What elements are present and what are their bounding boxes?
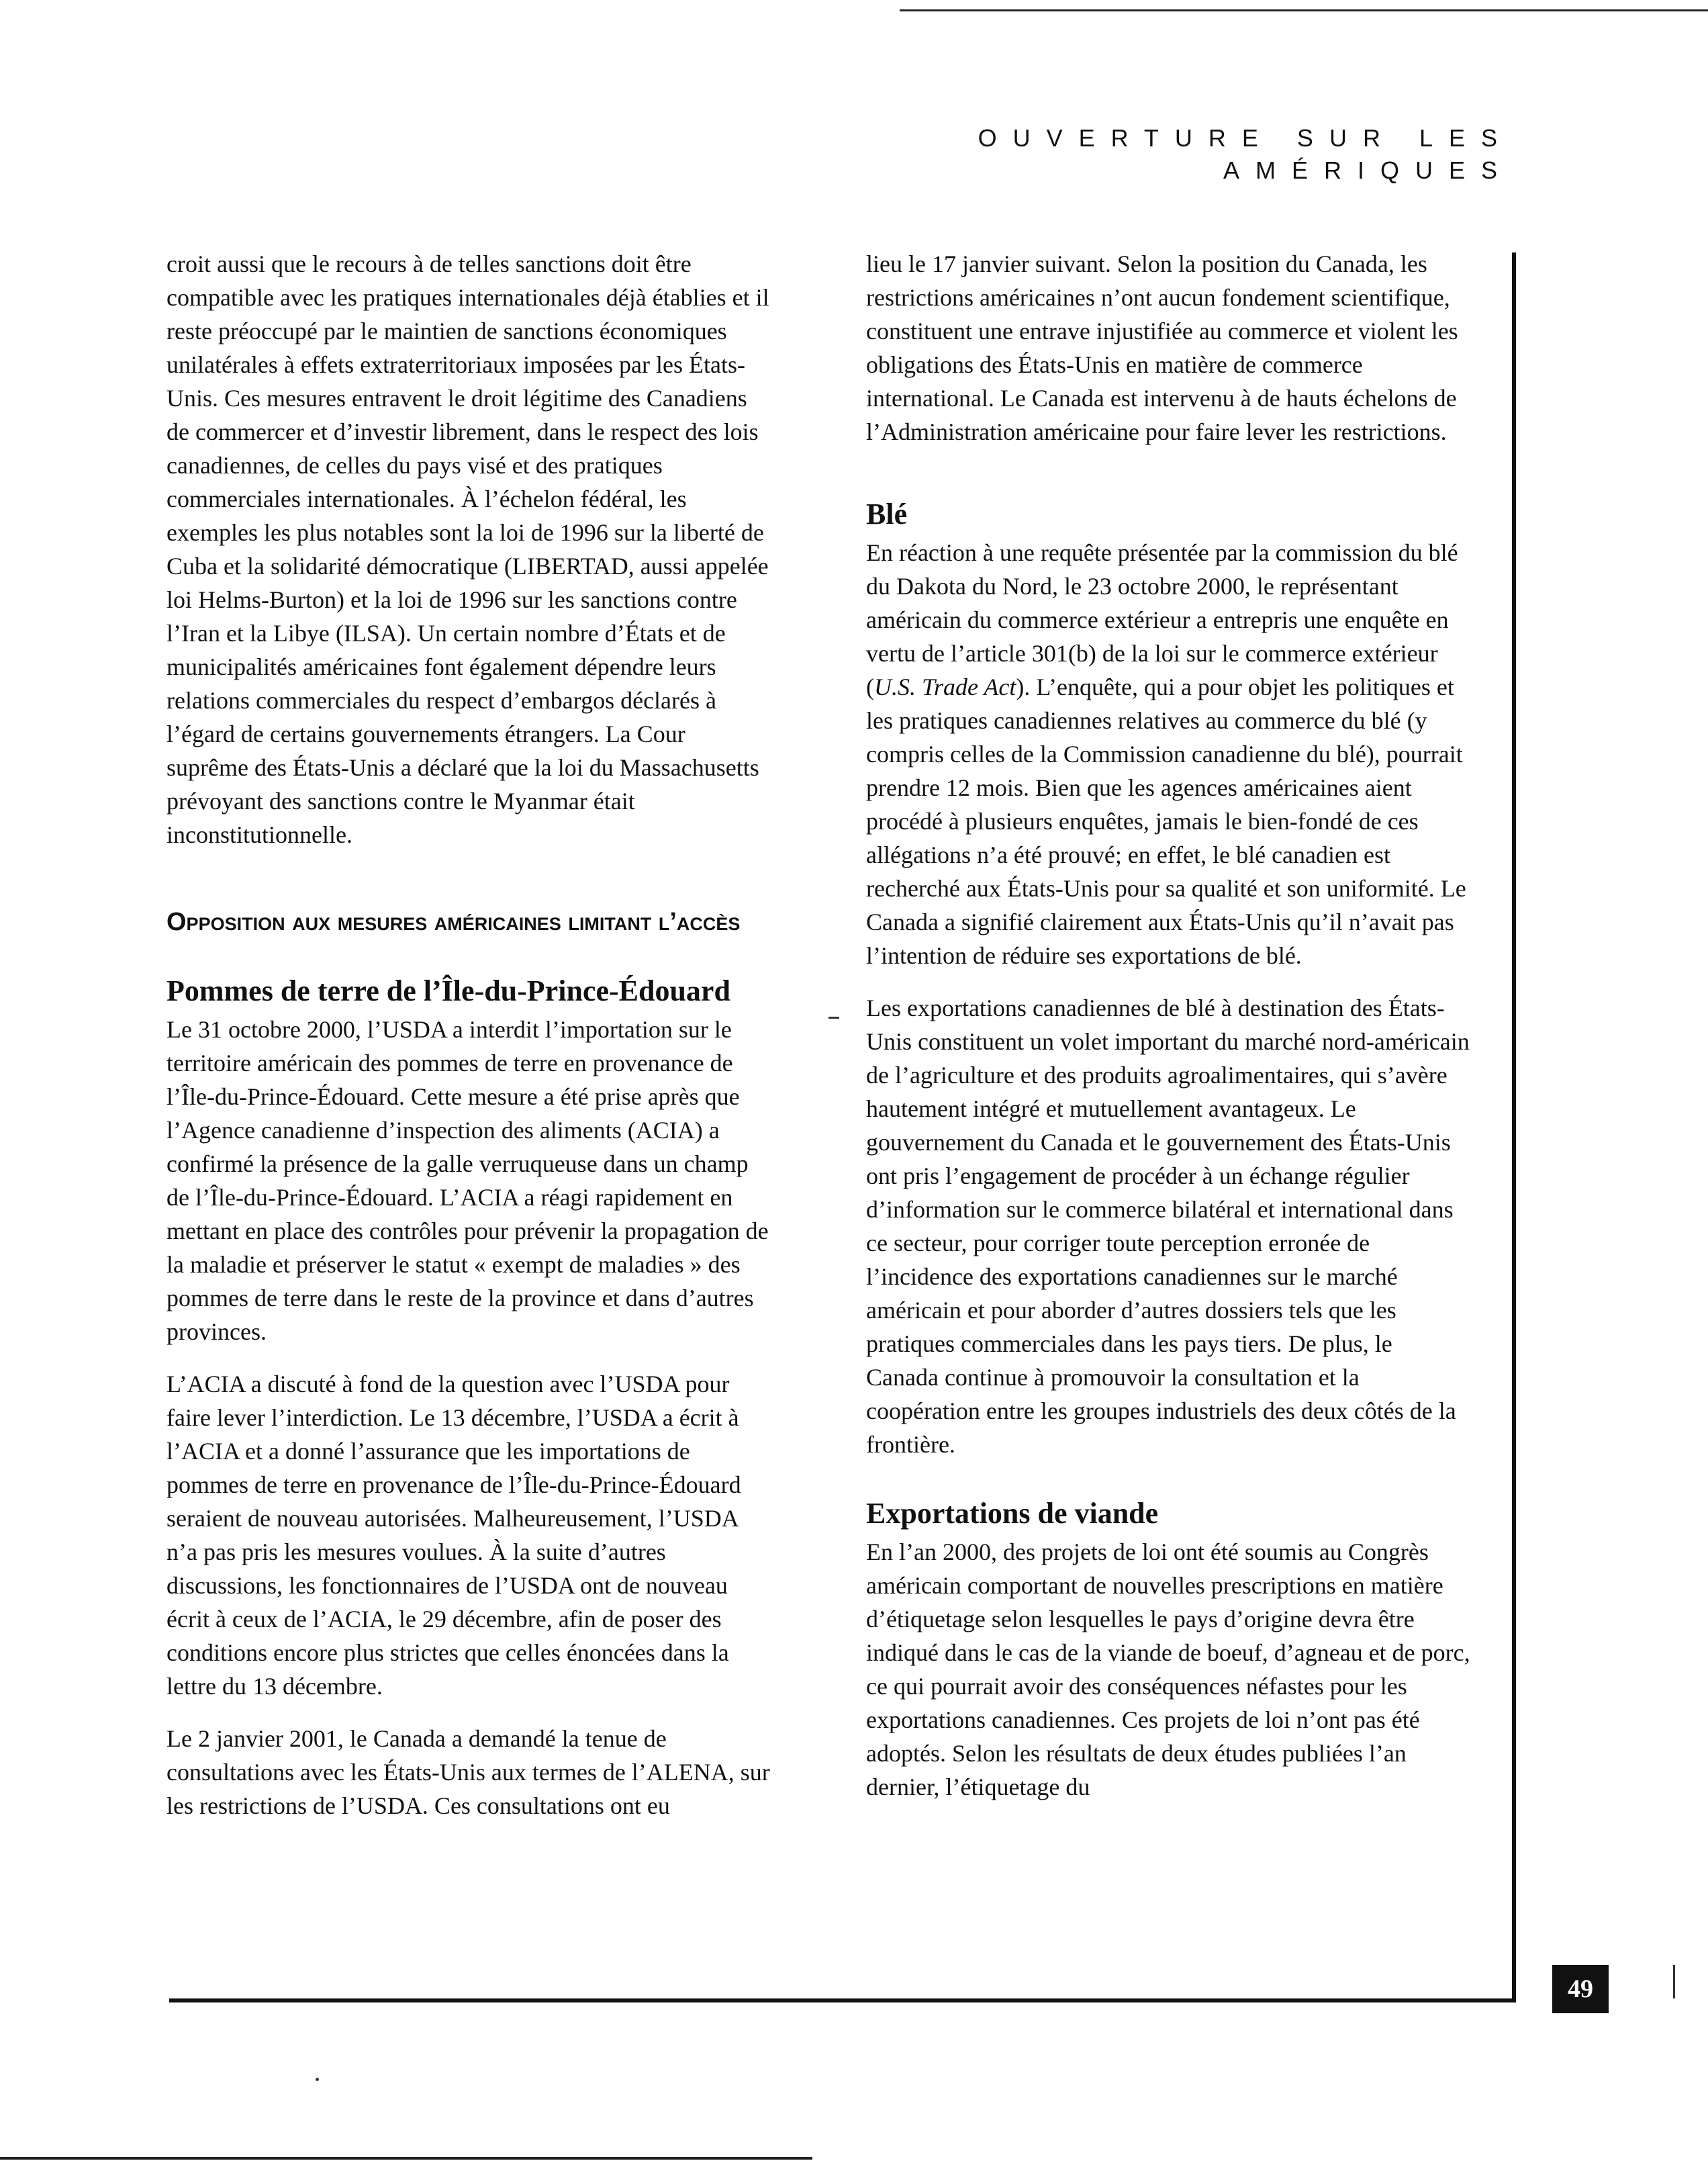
scan-mark — [1673, 1965, 1675, 1998]
paragraph: lieu le 17 janvier suivant. Selon la position du Canada, les restrictions américaines n’ont aucun fondement scientifique, constituent une entrave injustifiée au commerce et violent les obligations des États-Unis en matière de commerce international. Le Canada est intervenu à de hauts échelons de l’Administration américaine pour faire lever les restrictions. — [866, 250, 1458, 445]
subheading-potatoes: Pommes de terre de l’Île-du-Prince-Édouard — [167, 974, 730, 1007]
paragraph: Le 2 janvier 2001, le Canada a demandé la tenue de consultations avec les États-Unis aux termes de l’ALENA, sur les restrictions de l’USDA. Ces consultations ont eu — [167, 1725, 770, 1819]
subheading-wheat: Blé — [866, 498, 908, 531]
section-heading: Opposition aux mesures américaines limitant l’accès — [167, 908, 741, 936]
running-header-line1: OUVERTURE SUR LES — [978, 124, 1513, 152]
top-rule — [900, 9, 1708, 11]
italic-title: U.S. Trade Act — [874, 674, 1016, 700]
paragraph: L’ACIA a discuté à fond de la question avec l’USDA pour faire lever l’interdiction. Le 13 décembre, l’USDA a écrit à l’ACIA et a donné l’assurance que les importations de pommes de terre en provenance de l’Île-du-Prince-Édouard seraient de nouveau autorisées. Malheureusement, l’USDA n’a pas pris les mesures voulues. À la suite d’autres discussions, les fonctionnaires de l’USDA ont de nouveau écrit à ceux de l’ACIA, le 29 décembre, afin de poser des conditions encore plus strictes que celles énoncées dans la lettre du 13 décembre. — [167, 1371, 741, 1700]
bottom-rule — [169, 1998, 1516, 2002]
paragraph: En réaction à une requête présentée par la commission du blé du Dakota du Nord, le 23 octobre 2000, le représentant américain du commerce extérieur a entrepris une enquête en vertu de l’article 301(b) de la loi sur le commerce extérieur (U.S. Trade Act). L’enquête, qui a pour objet les politiques et les pratiques canadiennes relatives au commerce du blé (y compris celles de la Commission canadienne du blé), pourrait prendre 12 mois. Bien que les agences américaines aient procédé à plusieurs enquêtes, jamais le bien-fondé de ces allégations n’a été prouvé; en effet, le blé canadien est recherché aux États-Unis pour sa qualité et son uniformité. Le Canada a signifié clairement aux États-Unis qu’il n’avait pas l’intention de réduire ses exportations de blé. — [866, 539, 1466, 969]
scan-mark — [828, 1017, 839, 1019]
right-column — [866, 247, 1470, 1804]
paragraph: En l’an 2000, des projets de loi ont été soumis au Congrès américain comportant de nouvelles prescriptions en matière d’étiquetage selon lesquelles le pays d’origine devra être indiqué dans le cas de la viande de boeuf, d’agneau et de porc, ce qui pourrait avoir des conséquences néfastes pour les exportations canadiennes. Ces projets de loi n’ont pas été adoptés. Selon les résultats de deux études publiées l’an dernier, l’étiquetage du — [866, 1538, 1470, 1800]
paragraph: Les exportations canadiennes de blé à destination des États-Unis constituent un volet important du marché nord-américain de l’agriculture et des produits agroalimentaires, qui s’avère hautement intégré et mutuellement avantageux. Le gouvernement du Canada et le gouvernement des États-Unis ont pris l’engagement de procéder à un échange régulier d’information sur le commerce bilatéral et international dans ce secteur, pour corriger toute perception erronée de l’incidence des exportations canadiennes sur le marché américain et pour aborder d’autres dossiers tels que les pratiques commerciales dans les pays tiers. De plus, le Canada continue à promouvoir la consultation et la coopération entre les groupes industriels des deux côtés de la frontière. — [866, 995, 1470, 1458]
left-column — [167, 247, 771, 1823]
page-number: 49 — [1552, 1965, 1609, 2013]
right-margin-bar — [1512, 252, 1516, 2001]
running-header-line2: AMÉRIQUES — [1223, 156, 1513, 184]
subheading-meat: Exportations de viande — [866, 1497, 1159, 1530]
scan-mark — [316, 2078, 319, 2081]
paragraph: croit aussi que le recours à de telles sanctions doit être compatible avec les pratiques internationales déjà établies et il reste préoccupé par le maintien de sanctions économiques unilatérales à effets extraterritoriaux imposées par les États-Unis. Ces mesures entravent le droit légitime des Canadiens de commercer et d’investir librement, dans le respect des lois canadiennes, de celles du pays visé et des pratiques commerciales internationales. À l’échelon fédéral, les exemples les plus notables sont la loi de 1996 sur la liberté de Cuba et la solidarité démocratique (LIBERTAD, aussi appelée loi Helms-Burton) et la loi de 1996 sur les sanctions contre l’Iran et la Libye (ILSA). Un certain nombre d’États et de municipalités américaines font également dépendre leurs relations commerciales du respect d’embargos déclarés à l’égard de certains gouvernements étrangers. La Cour suprême des États-Unis a déclaré que la loi du Massachusetts prévoyant des sanctions contre le Myanmar était inconstitutionnelle. — [167, 250, 769, 848]
bottom-edge-rule — [0, 2157, 812, 2160]
paragraph: Le 31 octobre 2000, l’USDA a interdit l’importation sur le territoire américain des pommes de terre en provenance de l’Île-du-Prince-Édouard. Cette mesure a été prise après que l’Agence canadienne d’inspection des aliments (ACIA) a confirmé la présence de la galle verruqueuse dans un champ de l’Île-du-Prince-Édouard. L’ACIA a réagi rapidement en mettant en place des contrôles pour prévenir la propagation de la maladie et préserver le statut « exempt de maladies » des pommes de terre dans le reste de la province et dans d’autres provinces. — [167, 1016, 769, 1345]
running-header — [978, 122, 1513, 187]
